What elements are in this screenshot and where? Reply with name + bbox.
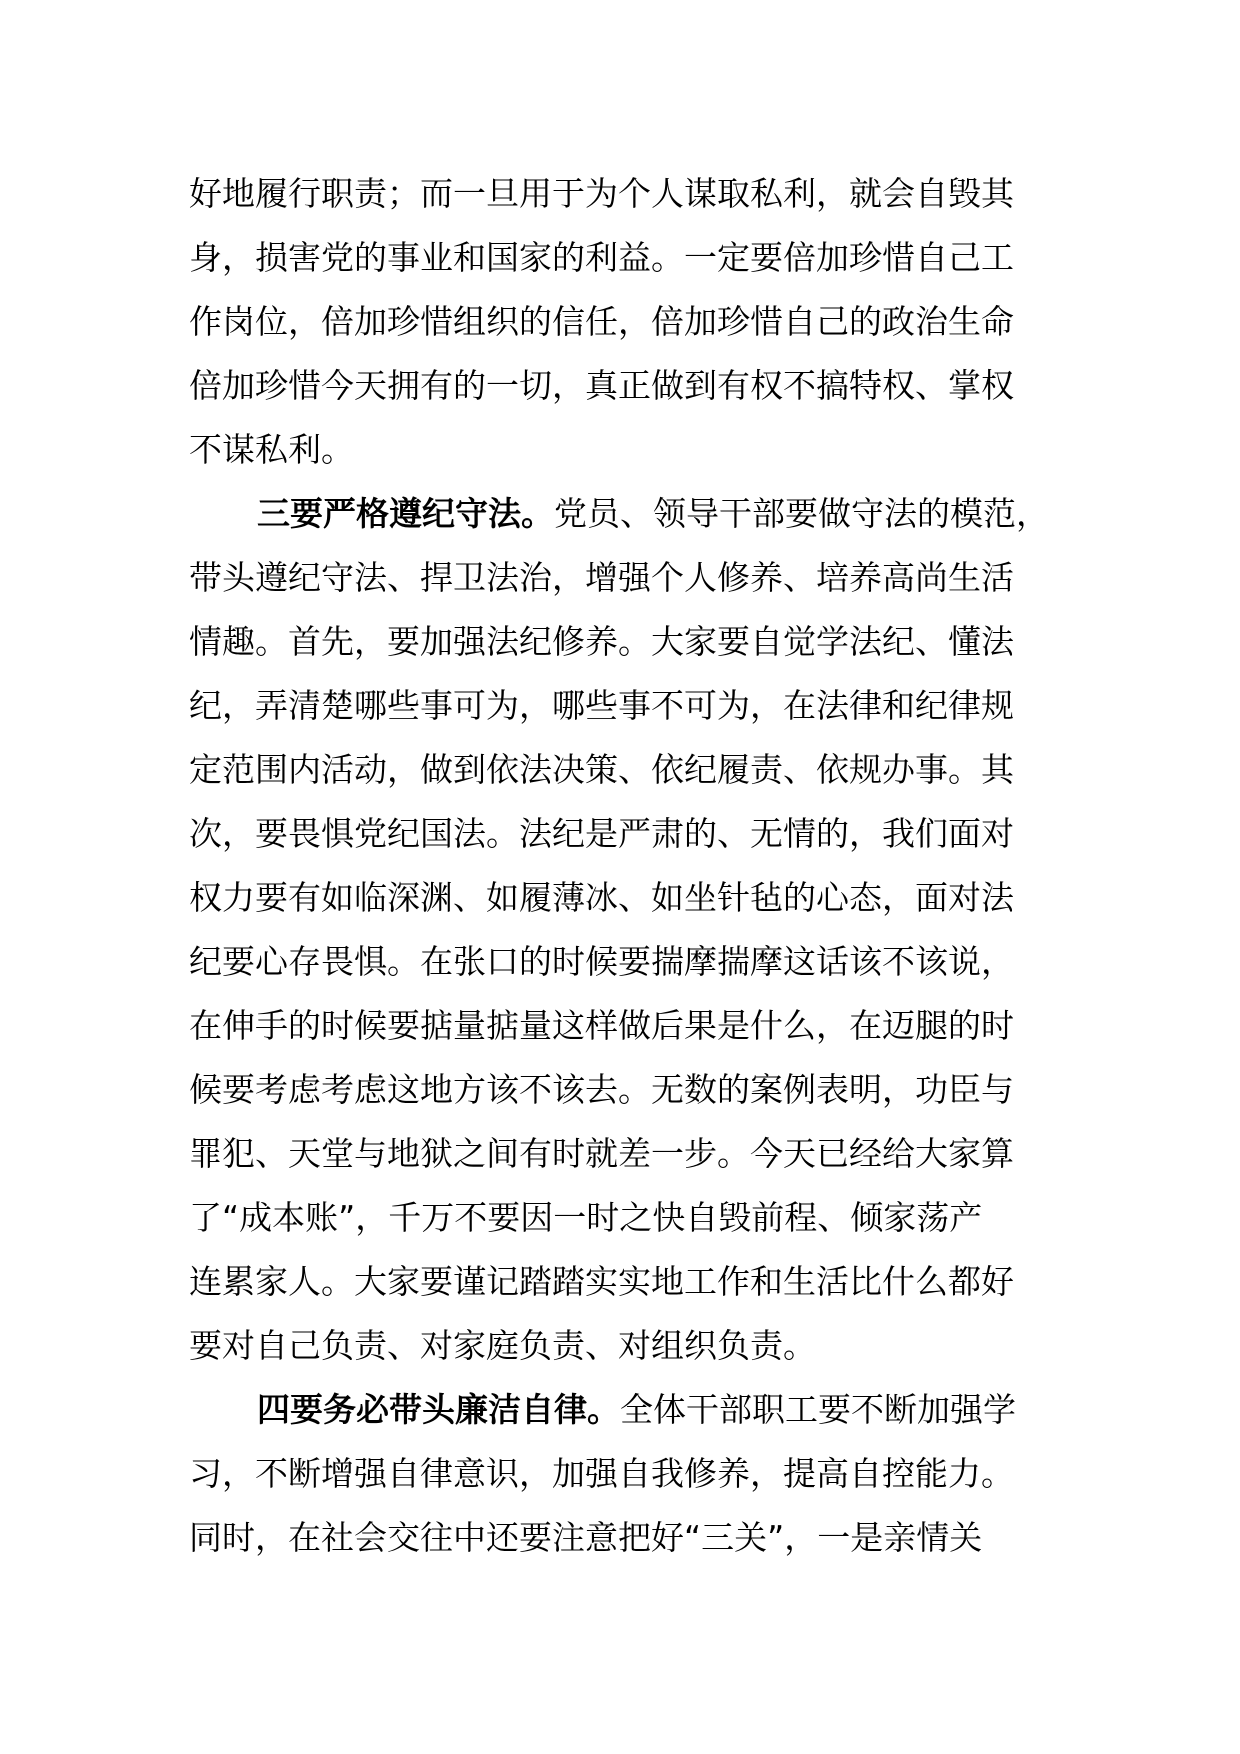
text-line: 候要考虑考虑这地方该不该去。无数的案例表明，功臣与 [189,1070,1014,1109]
text-line: 带头遵纪守法、捍卫法治，增强个人修养、培养高尚生活 [189,558,1014,597]
text-line: 身，损害党的事业和国家的利益。一定要倍加珍惜自己工 [189,238,1014,277]
text-line: 同时，在社会交往中还要注意把好“三关”，一是亲情关 [189,1518,983,1557]
text-line: 好地履行职责；而一旦用于为个人谋取私利，就会自毁其 [189,174,1014,213]
text-line: 了“成本账”，千万不要因一时之快自毁前程、倾家荡产 [189,1198,983,1237]
text-line: 纪，弄清楚哪些事可为，哪些事不可为，在法律和纪律规 [189,686,1014,725]
text-line: 罪犯、天堂与地狱之间有时就差一步。今天已经给大家算 [189,1134,1014,1173]
text-line: 次，要畏惧党纪国法。法纪是严肃的、无情的，我们面对 [189,814,1014,853]
paragraph-heading: 四要务必带头廉洁自律。 [257,1390,620,1429]
paragraph-heading: 三要严格遵纪守法。 [257,494,554,533]
text-line: 不谋私利。 [189,430,354,469]
text-line: 定范围内活动，做到依法决策、依纪履责、依规办事。其 [189,750,1014,789]
text-line: 倍加珍惜今天拥有的一切，真正做到有权不搞特权、掌权 [189,366,1014,405]
text-line: 纪要心存畏惧。在张口的时候要揣摩揣摩这话该不该说， [189,942,1014,981]
paragraph-text: 全体干部职工要不断加强学 [620,1390,1016,1429]
text-line: 情趣。首先，要加强法纪修养。大家要自觉学法纪、懂法 [189,622,1014,661]
paragraph-text: 党员、领导干部要做守法的模范， [554,494,1049,533]
paragraph-first-line [189,482,1089,546]
paragraph-first-line [189,1378,1089,1442]
body-text [189,162,1089,1570]
text-line: 作岗位，倍加珍惜组织的信任，倍加珍惜自己的政治生命 [189,302,1014,341]
text-line: 在伸手的时候要掂量掂量这样做后果是什么，在迈腿的时 [189,1006,1014,1045]
text-line: 习，不断增强自律意识，加强自我修养，提高自控能力。 [189,1454,1014,1493]
text-line: 权力要有如临深渊、如履薄冰、如坐针毡的心态，面对法 [189,878,1014,917]
text-line: 连累家人。大家要谨记踏踏实实地工作和生活比什么都好 [189,1262,1014,1301]
text-line: 要对自己负责、对家庭负责、对组织负责。 [189,1326,816,1365]
